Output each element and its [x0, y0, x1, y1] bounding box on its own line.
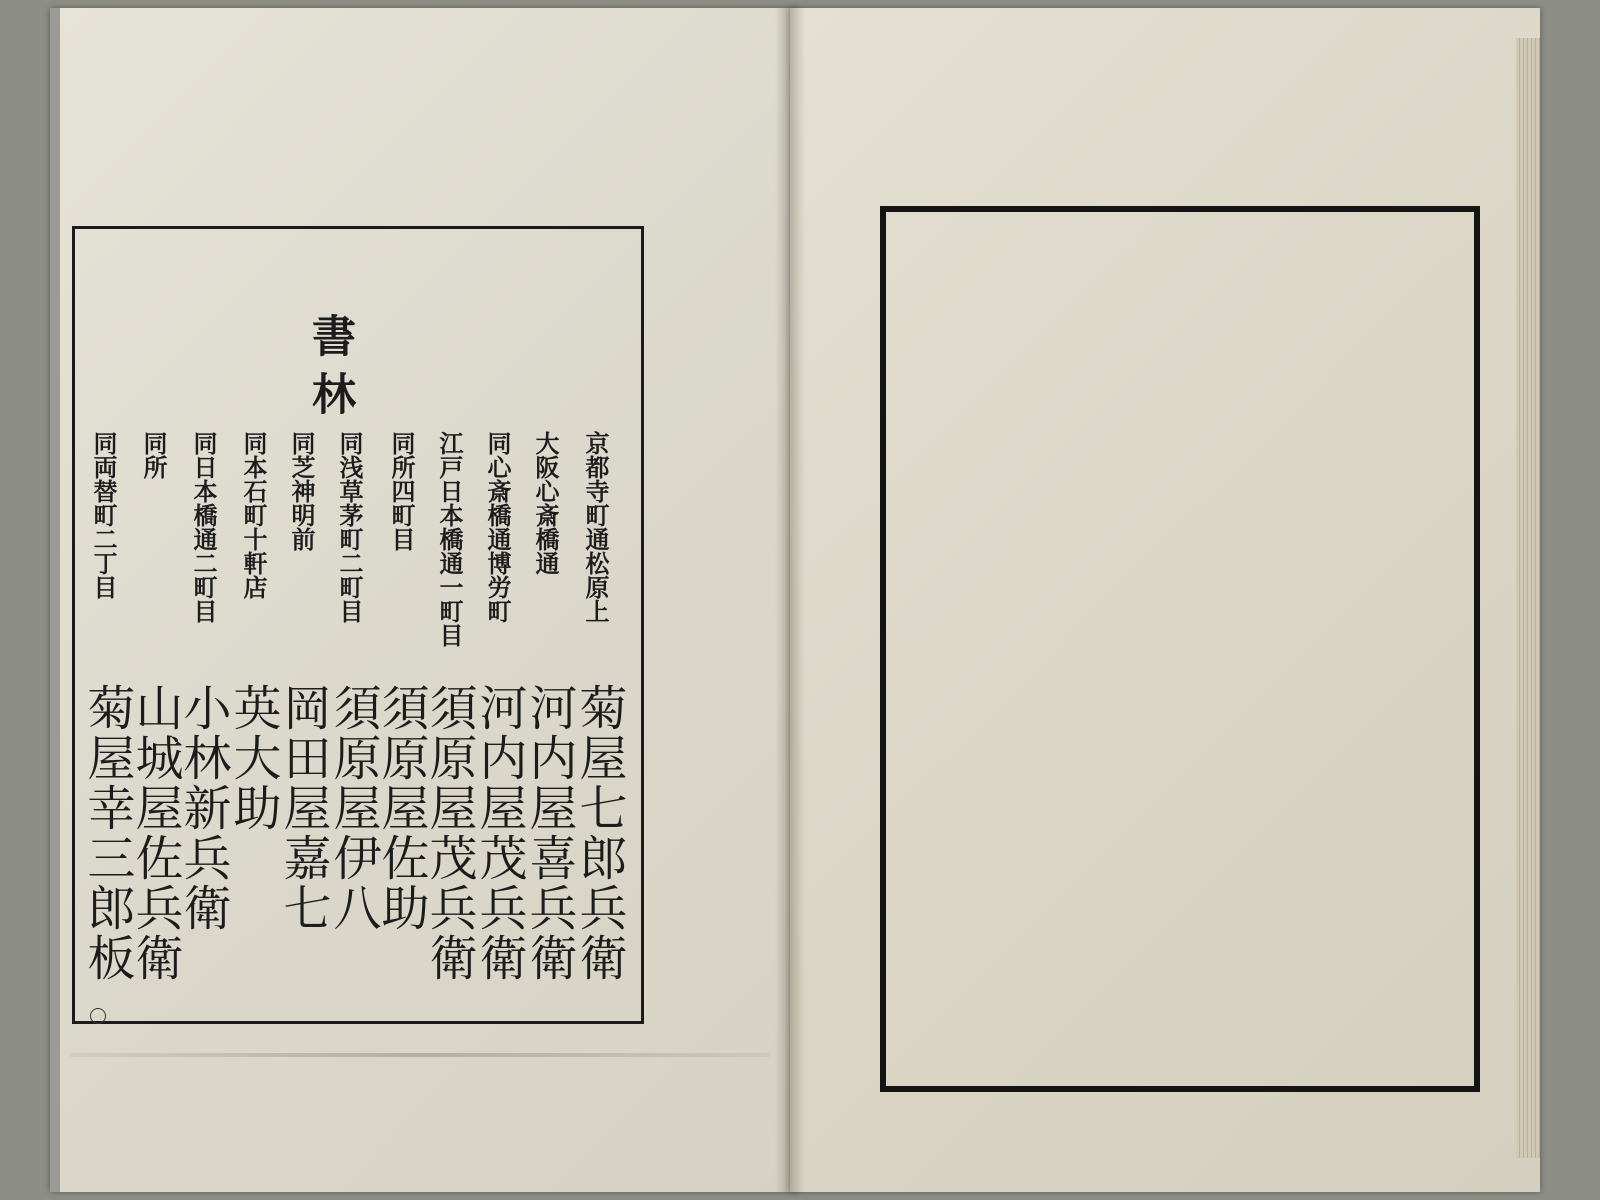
publisher-name: 岡田屋嘉七: [275, 683, 331, 933]
publisher-name: 山城屋佐兵衛: [127, 683, 183, 983]
left-page: [50, 8, 798, 1192]
address-text: 大阪心斎橋通: [531, 431, 560, 575]
address-text: 同本石町十軒店: [239, 431, 268, 599]
publisher-name: 小林新兵衛: [175, 683, 231, 933]
address-text: 同所四町目: [387, 431, 416, 551]
publisher-name: 須原屋茂兵衛: [421, 683, 477, 983]
publisher-name: 河内屋喜兵衛: [521, 683, 577, 983]
address-text: 同日本橋通二町目: [189, 431, 218, 623]
colophon-heading: 書林: [304, 313, 355, 429]
publisher-name: 英大助: [225, 683, 281, 833]
right-page: [790, 8, 1540, 1192]
address-text: 同浅草茅町二町目: [335, 431, 364, 623]
address-text: 同所: [139, 431, 168, 479]
address-text: 江戸日本橋通一町目: [435, 431, 464, 647]
page-crease: [70, 1053, 770, 1057]
address-text: 同両替町二丁目: [89, 431, 118, 599]
address-text: 京都寺町通松原上: [581, 431, 610, 623]
page-edges: [1516, 38, 1540, 1158]
publisher-name: 菊屋幸三郎板: [79, 683, 135, 983]
address-text: 同心斎橋通博労町: [483, 431, 512, 623]
open-book: [50, 8, 1540, 1192]
address-text: 同芝神明前: [287, 431, 316, 551]
blank-frame: [880, 206, 1480, 1092]
publisher-name: 須原屋佐助: [373, 683, 429, 933]
publisher-name: 菊屋七郎兵衛: [571, 683, 627, 983]
publisher-name: 河内屋茂兵衛: [471, 683, 527, 983]
book-gutter: [775, 8, 805, 1192]
publisher-name: 須原屋伊八: [325, 683, 381, 933]
colophon-frame: [72, 226, 644, 1024]
seal-mark: [90, 1008, 106, 1024]
